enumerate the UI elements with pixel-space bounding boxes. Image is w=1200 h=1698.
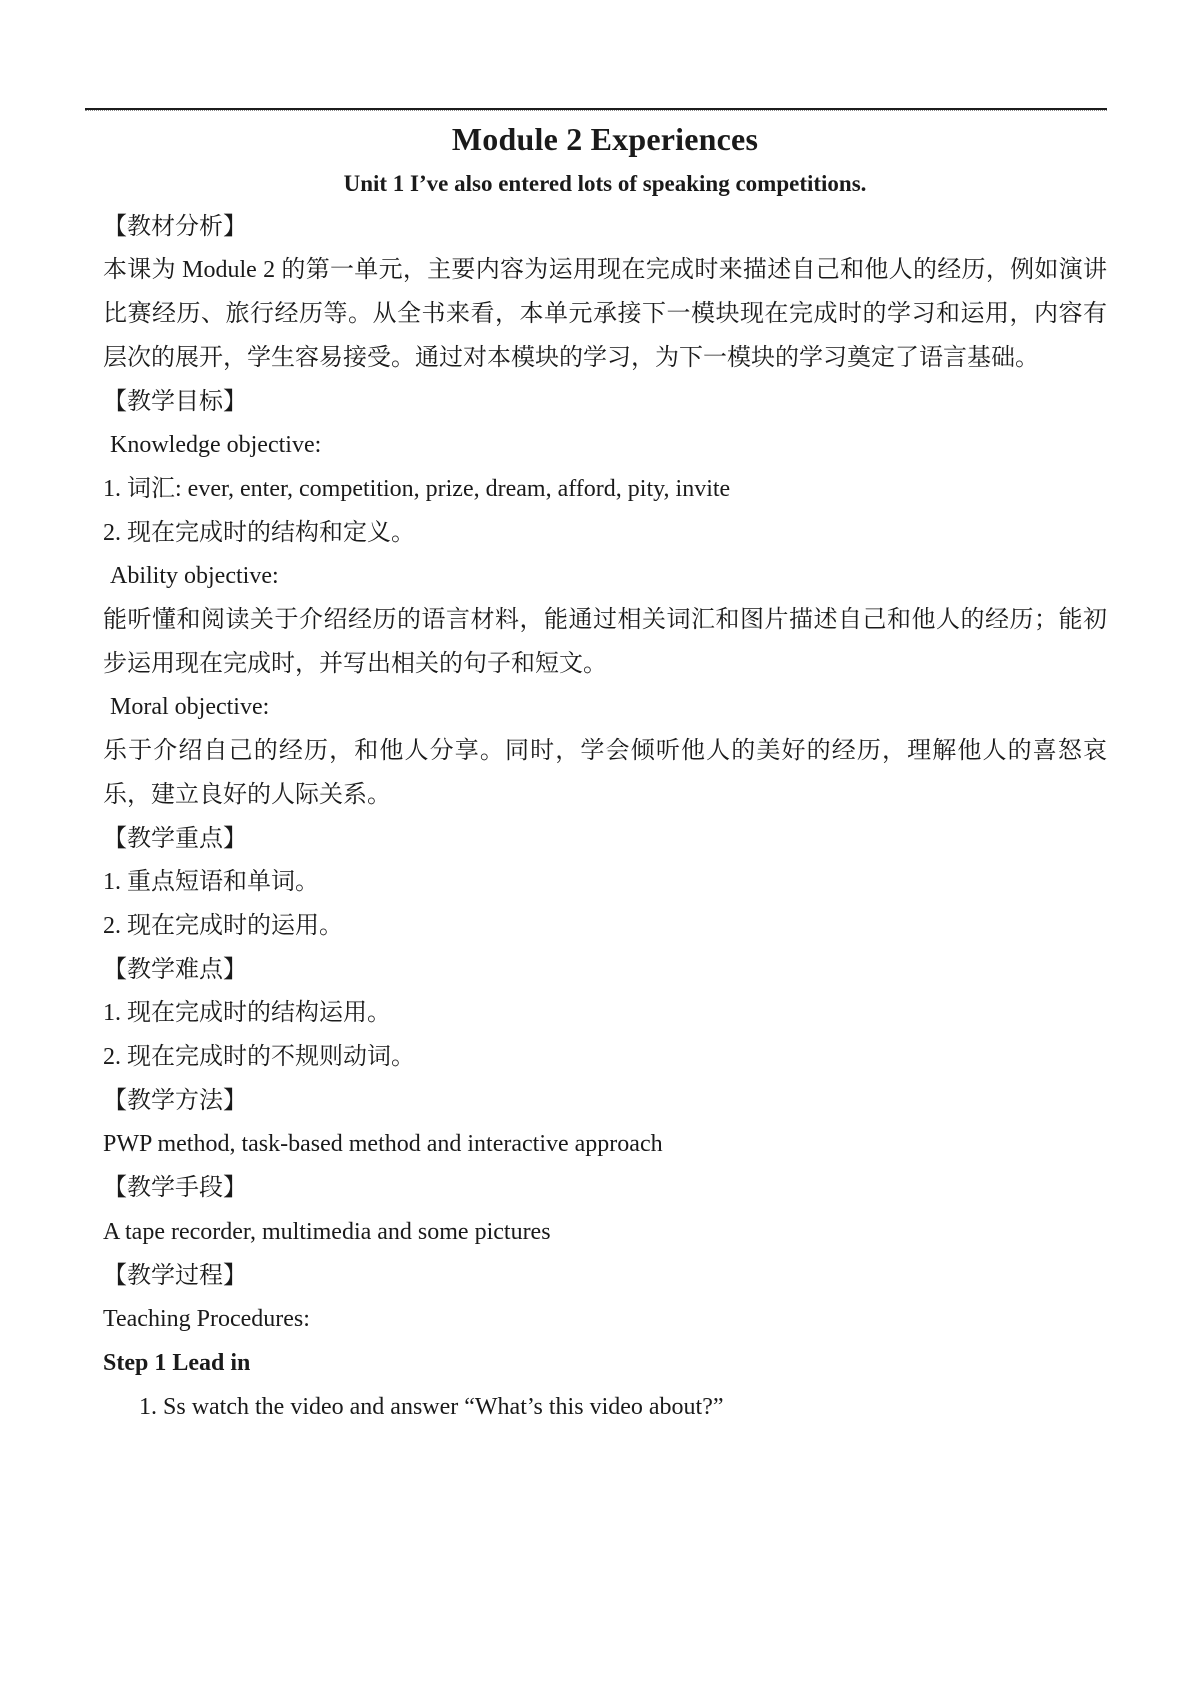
- knowledge-objective-item-1: 1. 词汇: ever, enter, competition, prize, dream, afford, pity, invite: [103, 475, 731, 502]
- page-title: Module 2 Experiences: [451, 121, 759, 157]
- textbook-analysis-paragraph: 本课为 Module 2 的第一单元，主要内容为运用现在完成时来描述自己和他人的经历，例如演讲比赛经历、旅行经历等。从全书来看，本单元承接下一模块现在完成时的学习和运用，内容有层次的展开，学生容易接受。通过对本模块的学习，为下一模块的学习奠定了语言基础。: [103, 257, 1107, 371]
- section-heading-teaching-methods: 【教学方法】: [103, 1087, 247, 1114]
- section-heading-textbook-analysis: 【教材分析】: [103, 213, 247, 240]
- section-heading-teaching-process: 【教学过程】: [103, 1262, 247, 1289]
- teaching-aids-text: A tape recorder, multimedia and some pictures: [103, 1218, 551, 1245]
- header-rule: [85, 108, 1107, 111]
- teaching-methods-text: PWP method, task-based method and interactive approach: [103, 1131, 663, 1158]
- section-heading-key-points: 【教学重点】: [103, 825, 247, 852]
- moral-objective-paragraph: 乐于介绍自己的经历，和他人分享。同时，学会倾听他人的美好的经历，理解他人的喜怒哀乐，建立良好的人际关系。: [103, 738, 1107, 808]
- key-point-item-2: 2. 现在完成时的运用。: [103, 912, 343, 939]
- teaching-procedures-label: Teaching Procedures:: [103, 1306, 310, 1333]
- difficult-point-item-2: 2. 现在完成时的不规则动词。: [103, 1044, 415, 1071]
- step1-title: Step 1 Lead in: [103, 1349, 251, 1376]
- ability-objective-label: Ability objective:: [110, 563, 279, 590]
- section-heading-teaching-objectives: 【教学目标】: [103, 388, 247, 415]
- document-content: [103, 116, 1107, 1429]
- knowledge-objective-item-2: 2. 现在完成时的结构和定义。: [103, 519, 415, 546]
- difficult-point-item-1: 1. 现在完成时的结构运用。: [103, 1000, 391, 1027]
- moral-objective-label: Moral objective:: [110, 694, 270, 721]
- page-subtitle: Unit 1 I’ve also entered lots of speaking competitions.: [343, 171, 867, 196]
- section-heading-difficult-points: 【教学难点】: [103, 956, 247, 983]
- key-point-item-1: 1. 重点短语和单词。: [103, 869, 319, 896]
- step1-item-1: 1. Ss watch the video and answer “What’s this video about?”: [139, 1393, 724, 1420]
- section-heading-teaching-aids: 【教学手段】: [103, 1175, 247, 1202]
- knowledge-objective-label: Knowledge objective:: [110, 432, 322, 459]
- ability-objective-paragraph: 能听懂和阅读关于介绍经历的语言材料，能通过相关词汇和图片描述自己和他人的经历；能初步运用现在完成时，并写出相关的句子和短文。: [103, 607, 1107, 677]
